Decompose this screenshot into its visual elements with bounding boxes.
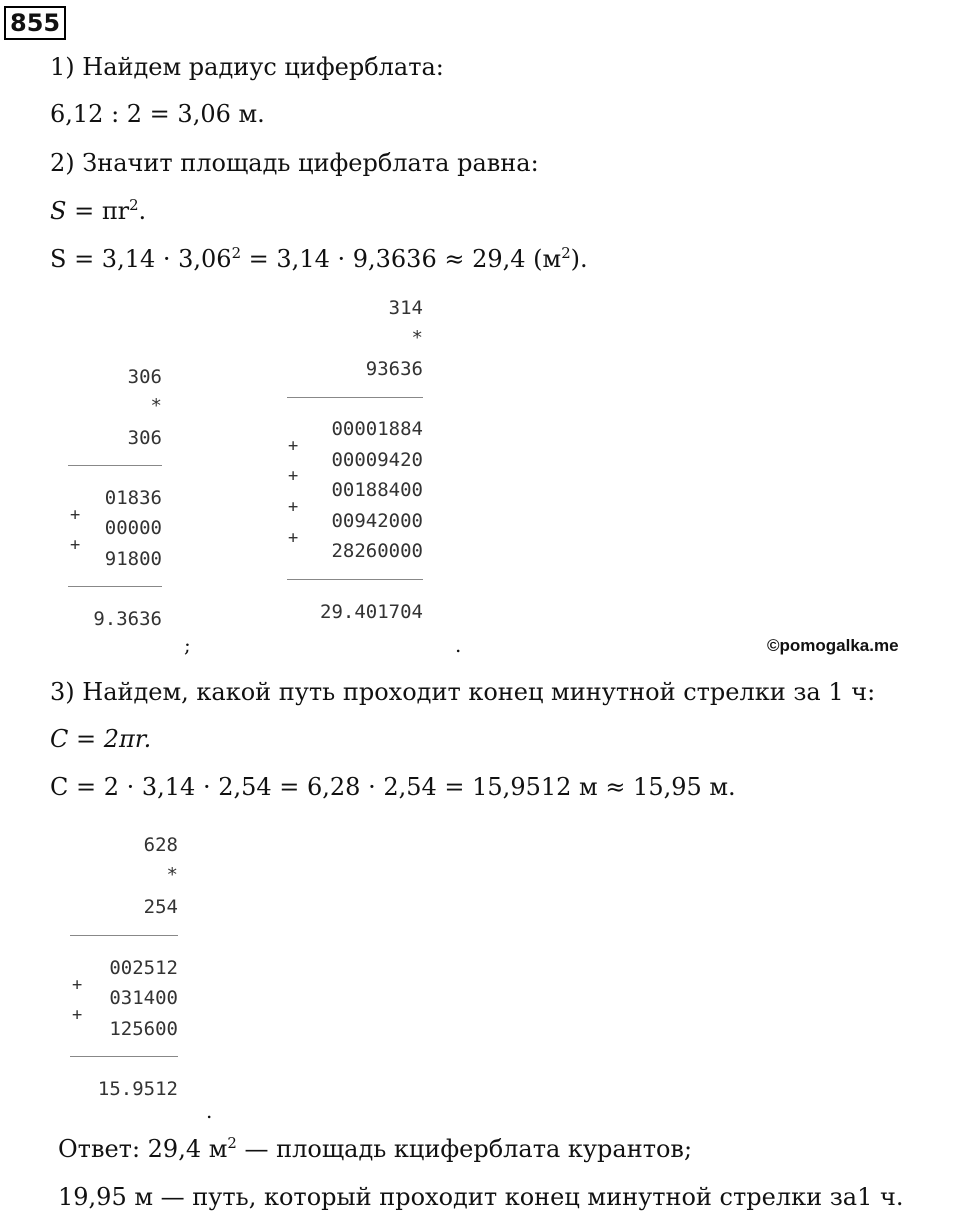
mult3-separator: . [206,1099,213,1123]
mult3-rule-top [70,935,178,936]
step1-label: 1) Найдем радиус циферблата: [50,53,444,81]
mult2-partial: 00188400 [331,479,423,501]
mult3-result: 15.9512 [97,1078,178,1100]
step2-label: 2) Значит площадь циферблата равна: [50,149,539,177]
mult3-plus: + [72,1005,83,1025]
mult1-plus: + [70,535,81,555]
mult2-rule-bottom [287,579,423,580]
answer-line-2: 19,95 м — путь, который проходит конец минутной стрелки за1 ч. [58,1183,904,1211]
mult2-rule-top [287,397,423,398]
mult2-factor-a: 314 [388,297,423,319]
step3-label: 3) Найдем, какой путь проходит конец минутной стрелки за 1 ч: [50,678,876,706]
mult1-factor-b: 306 [127,427,162,449]
mult1-plus: + [70,505,81,525]
mult1-partial: 01836 [104,487,162,509]
problem-number: 855 [4,6,66,40]
mult2-plus: + [288,436,299,456]
mult1-result: 9.3636 [93,608,162,630]
mult2-plus: + [288,497,299,517]
mult3-partial: 031400 [109,987,178,1009]
mult2-plus: + [288,528,299,548]
mult2-partial: 00942000 [331,510,423,532]
mult3-operator: * [166,864,178,886]
watermark: ©pomogalka.me [767,636,899,655]
mult1-factor-a: 306 [127,366,162,388]
mult2-partial: 00009420 [331,449,423,471]
step3-calc: C = 2 · 3,14 · 2,54 = 6,28 · 2,54 = 15,9512 м ≈ 15,95 м. [50,773,736,801]
mult2-separator: . [455,633,462,657]
mult3-plus: + [72,975,83,995]
mult3-partial: 002512 [109,957,178,979]
mult1-rule-bottom [68,586,162,587]
mult3-factor-b: 254 [143,896,178,918]
mult2-factor-b: 93636 [365,358,423,380]
mult2-result: 29.401704 [320,601,423,623]
step2-formula: $S = \pi r^2$. [50,196,147,225]
mult2-operator: * [411,327,423,349]
step3-formula: C = 2πr. [50,725,152,753]
mult3-factor-a: 628 [143,834,178,856]
mult1-rule-top [68,465,162,466]
mult2-partial: 28260000 [331,540,423,562]
mult1-partial: 00000 [104,517,162,539]
mult3-rule-bottom [70,1056,178,1057]
mult1-separator: ; [184,633,191,657]
mult1-operator: * [150,395,162,417]
mult2-plus: + [288,466,299,486]
mult3-partial: 125600 [109,1018,178,1040]
step1-calc: 6,12 : 2 = 3,06 м. [50,100,265,128]
step2-calc: $S = 3,14 \cdot 3,06^2 = 3,14 \cdot 9,3636 \approx 29,4$ $(м^2)$. [50,244,588,273]
mult1-partial: 91800 [104,548,162,570]
answer-line-1: Ответ: 29,4 $м^2$ — площадь кциферблата курантов; [58,1134,693,1163]
mult2-partial: 00001884 [331,418,423,440]
